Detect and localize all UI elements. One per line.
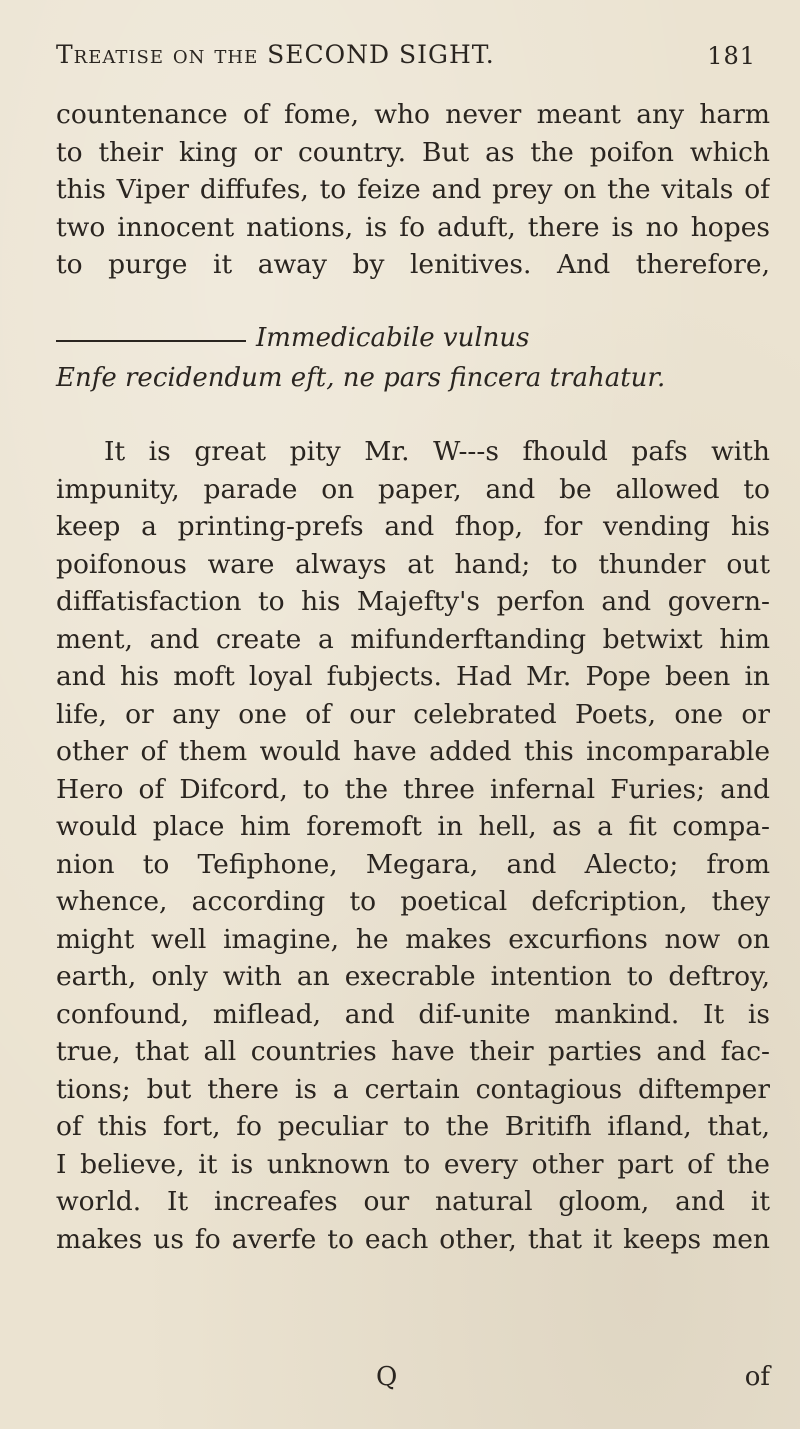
- text-line: countenance of fome, who never meant any harm: [56, 99, 770, 130]
- latin-quotation: [56, 318, 770, 398]
- text-line: keep a printing-prefs and fhop, for vending his: [56, 511, 770, 542]
- text-line: world. It increafes our natural gloom, and it: [56, 1186, 770, 1217]
- text-line: I believe, it is unknown to every other part of the: [56, 1148, 770, 1180]
- paragraph: [56, 433, 770, 1258]
- paragraph-continued: [56, 96, 770, 284]
- text-line: two innocent nations, is fo aduft, there is no hopes: [56, 211, 770, 243]
- text-line: to purge it away by lenitives. And therefore,: [56, 249, 770, 280]
- text-line: other of them would have added this incomparable: [56, 736, 770, 767]
- text-line: makes us fo averfe to each other, that it keeps men: [56, 1223, 770, 1255]
- text-line: this Viper diffufes, to feize and prey on the vitals of: [56, 174, 770, 205]
- text-line: diffatisfaction to his Majefty's perfon and govern-: [56, 586, 770, 617]
- text-line: Hero of Difcord, to the three infernal Furies; and: [56, 773, 770, 805]
- text-line: and his moft loyal fubjects. Had Mr. Pope been in: [56, 661, 770, 692]
- text-line: earth, only with an execrable intention to deftroy,: [56, 961, 770, 992]
- text-line: whence, according to poetical defcription, they: [56, 886, 770, 917]
- running-head-title: Treatise on the SECOND SIGHT.: [56, 40, 495, 69]
- quotation-line: Enfe recidendum eft, ne pars fincera trahatur.: [56, 363, 666, 393]
- text-line: tions; but there is a certain contagious diftemper: [56, 1073, 770, 1105]
- page-number: 181: [707, 42, 756, 70]
- text-line: nion to Tefiphone, Megara, and Alecto; from: [56, 848, 770, 880]
- text-line: life, or any one of our celebrated Poets, one or: [56, 698, 770, 730]
- text-line: true, that all countries have their parties and fac-: [56, 1036, 770, 1067]
- page-footer: [56, 1362, 770, 1402]
- signature-mark: Q: [376, 1362, 398, 1392]
- running-head: [56, 40, 756, 84]
- text-line: ment, and create a mifunderftanding betwixt him: [56, 623, 770, 655]
- text-line: confound, miflead, and dif-unite mankind. It is: [56, 998, 770, 1030]
- text-line: would place him foremoft in hell, as a fit compa-: [56, 811, 770, 842]
- text-line: impunity, parade on paper, and be allowed to: [56, 473, 770, 505]
- catchword: of: [744, 1362, 770, 1392]
- text-line: of this fort, fo peculiar to the Britifh ifland, that,: [56, 1111, 770, 1142]
- text-line: poifonous ware always at hand; to thunder out: [56, 548, 770, 580]
- text-line: to their king or country. But as the poifon which: [56, 136, 770, 168]
- text-line: might well imagine, he makes excurfions now on: [56, 923, 770, 955]
- quotation-line: Immedicabile vulnus: [56, 318, 770, 358]
- text-line: It is great pity Mr. W---s fhould pafs with: [104, 436, 770, 467]
